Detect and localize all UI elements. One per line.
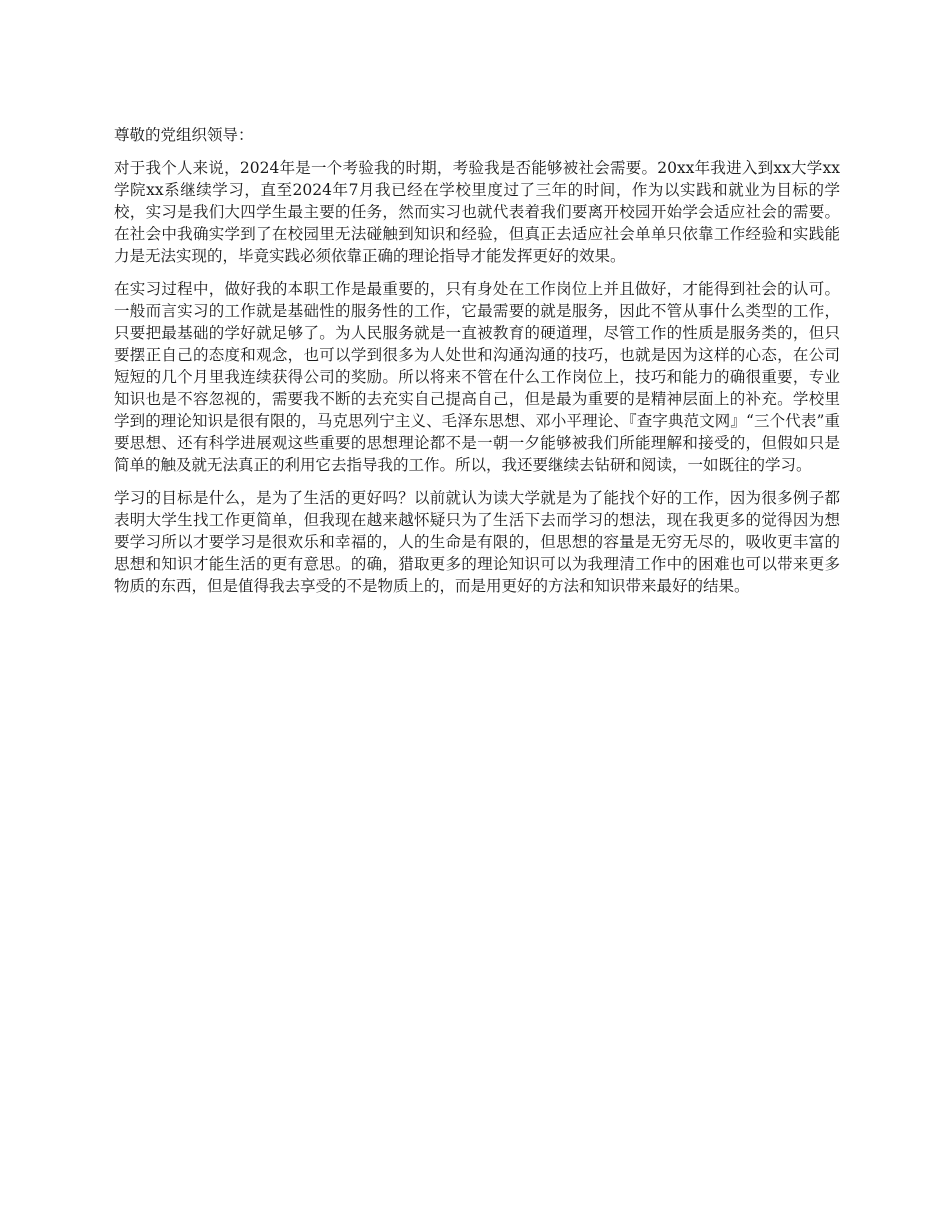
salutation: 尊敬的党组织领导： — [114, 126, 254, 144]
paragraph-2: 在实习过程中，做好我的本职工作是最重要的，只有身处在工作岗位上并且做好，才能得到社会的认可。一般而言实习的工作就是基础性的服务性的工作，它最需要的就是服务，因此不管从事什么类型的工作，只要把最基础的学好就足够了。为人民服务就是一直被教育的硬道理，尽管工作的性质是服务类的，但只要摆正自己的态度和观念，也可以学到很多为人处世和沟通沟通的技巧，也就是因为这样的心态，在公司短短的几个月里我连续获得公司的奖励。所以将来不管在什么工作岗位上，技巧和能力的确很重要，专业知识也是不容忽视的，需要我不断的去充实自己提高自己，但是最为重要的是精神层面上的补充。学校里学到的理论知识是很有限的，马克思列宁主义、毛泽东思想、邓小平理论、『查字典范文网』“三个代表”重要思想、还有科学进展观这些重要的思想理论都不是一朝一夕能够被我们所能理解和接受的，但假如只是简单的触及就无法真正的利用它去指导我的工作。所以，我还要继续去钻研和阅读，一如既往的学习。 — [114, 280, 840, 474]
paragraph-3: 学习的目标是什么，是为了生活的更好吗？以前就认为读大学就是为了能找个好的工作，因为很多例子都表明大学生找工作更简单，但我现在越来越怀疑只为了生活下去而学习的想法，现在我更多的觉得因为想要学习所以才要学习是很欢乐和幸福的，人的生命是有限的，但思想的容量是无穷无尽的，吸收更丰富的思想和知识才能生活的更有意思。的确，猎取更多的理论知识可以为我理清工作中的困难也可以带来更多物质的东西，但是值得我去享受的不是物质上的，而是用更好的方法和知识带来最好的结果。 — [114, 489, 840, 595]
paragraph-1: 对于我个人来说，2024年是一个考验我的时期，考验我是否能够被社会需要。20xx年我进入到xx大学xx学院xx系继续学习，直至2024年7月我已经在学校里度过了三年的时间，作为以实践和就业为目标的学校，实习是我们大四学生最主要的任务，然而实习也就代表着我们要离开校园开始学会适应社会的需要。在社会中我确实学到了在校园里无法碰触到知识和经验，但真正去适应社会单单只依靠工作经验和实践能力是无法实现的，毕竟实践必须依靠正确的理论指导才能发挥更好的效果。 — [114, 159, 840, 265]
letter-body — [114, 124, 840, 608]
